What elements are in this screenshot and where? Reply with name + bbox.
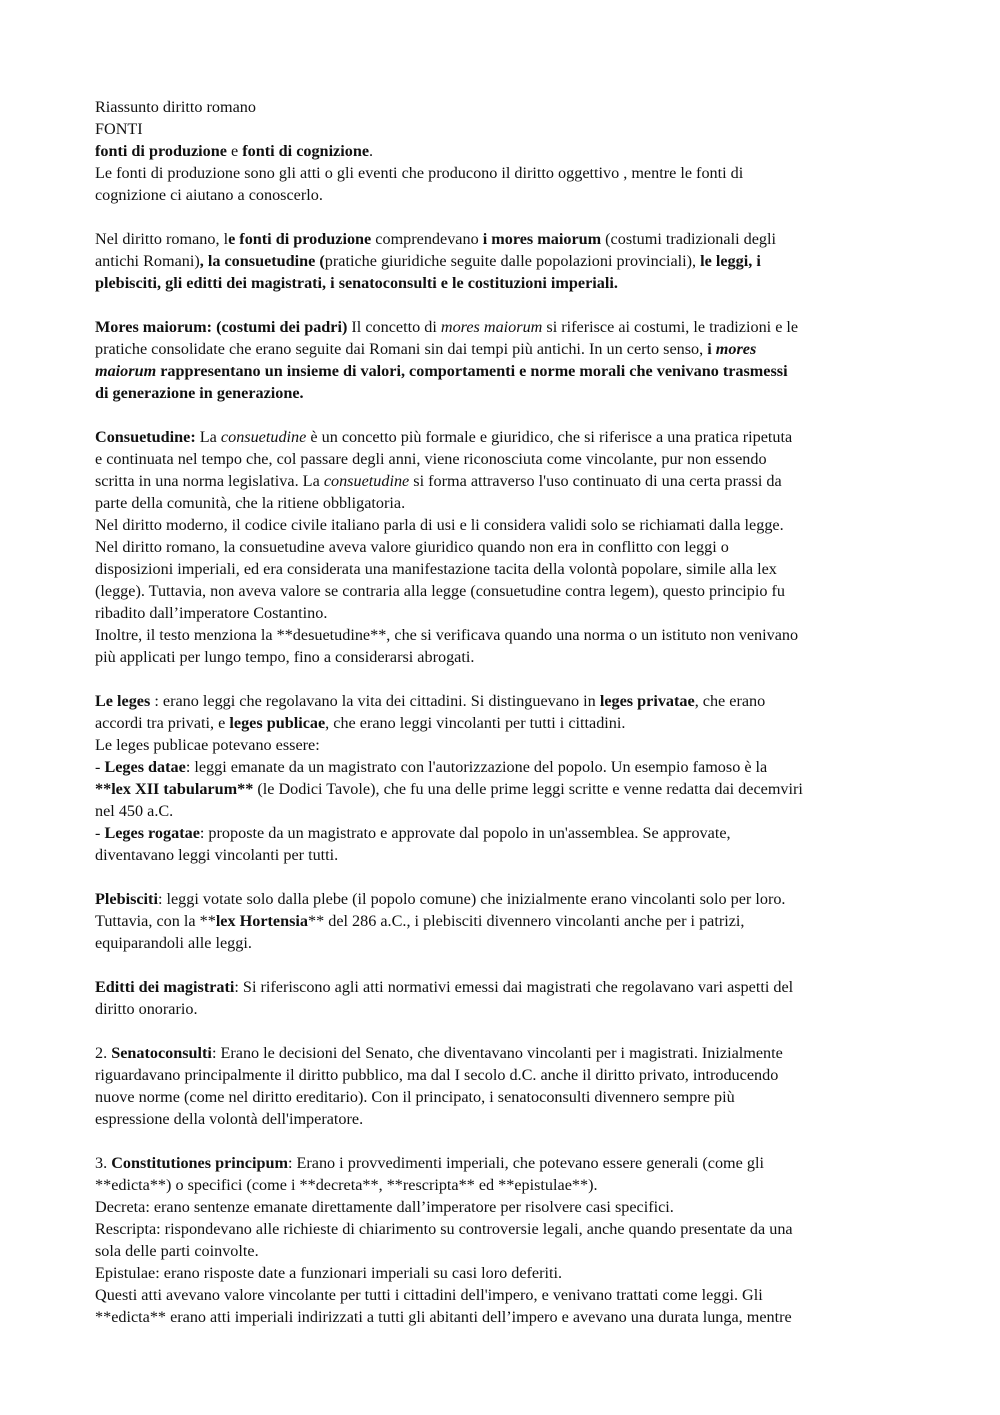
list-item (95, 756, 910, 778)
bold-run: le leggi, i (700, 252, 761, 270)
paragraph-spacer (95, 404, 910, 426)
paragraph-line (95, 1042, 910, 1064)
text-run: è un concetto più formale e giuridico, che si riferisce a una pratica ripetuta (306, 428, 793, 446)
intro-line: cognizione ci aiutano a conoscerlo. (95, 186, 323, 204)
paragraph-line: Inoltre, il testo menziona la **desuetudine**, che si verificava quando una norma o un istituto non venivano (95, 626, 799, 644)
bold-run: **lex XII tabularum** (95, 780, 254, 798)
text-run: La (195, 428, 221, 446)
paragraph-line: parte della comunità, che la ritiene obbligatoria. (95, 494, 406, 512)
italic-run: consuetudine (220, 428, 307, 446)
text-run: : leggi emanate da un magistrato con l'autorizzazione del popolo. Un esempio famoso è la (185, 758, 768, 776)
paragraph-line: nuove norme (come nel diritto ereditario). Con il principato, i senatoconsulti divennero sempre più (95, 1088, 735, 1106)
paragraph-line: nel 450 a.C. (95, 802, 174, 820)
section-term-mores: Mores maiorum: (costumi dei padri) (95, 318, 348, 336)
text-run: comprendevano (371, 230, 483, 248)
text-run: : leggi votate solo dalla plebe (il popolo comune) che inizialmente erano vincolanti solo per loro. (157, 890, 786, 908)
list-item (95, 822, 910, 844)
bold-run: Leges rogatae (104, 824, 200, 842)
paragraph-line (95, 712, 910, 734)
paragraph-spacer (95, 206, 910, 228)
paragraph-line: **edicta**) o specifici (come i **decreta**, **rescripta** ed **epistulae**). (95, 1176, 598, 1194)
subheading-joiner: e (226, 142, 243, 160)
paragraph-spacer (95, 866, 910, 888)
paragraph-line: Le leges publicae potevano essere: (95, 736, 320, 754)
document-body (95, 96, 910, 1328)
section-term-leges: Le leges (95, 692, 151, 710)
text-run: accordi tra privati, e (95, 714, 230, 732)
text-run: ** del 286 a.C., i plebisciti divennero vincolanti anche per i patrizi, (307, 912, 745, 930)
text-run: antichi Romani) (95, 252, 200, 270)
paragraph-line: Rescripta: rispondevano alle richieste di chiarimento su controversie legali, anche quando presentate da una (95, 1220, 793, 1238)
paragraph-line: Nel diritto romano, la consuetudine aveva valore giuridico quando non era in conflitto con leggi o (95, 538, 729, 556)
bold-run: leges publicae (229, 714, 326, 732)
paragraph-line (95, 910, 910, 932)
bold-italic-run (95, 362, 156, 380)
paragraph-line: Questi atti avevano valore vincolante per tutti i cittadini dell'impero, e venivano trattati come leggi. Gli (95, 1286, 763, 1304)
paragraph-spacer (95, 954, 910, 976)
italic-run: mores (715, 340, 757, 358)
bold-run: leges privatae (599, 692, 695, 710)
text-run: (le Dodici Tavole), che fu una delle prime leggi scritte e venne redatta dai decemviri (253, 780, 803, 798)
text-run: si forma attraverso l'uso continuato di una certa prassi da (409, 472, 782, 490)
text-run: : erano leggi che regolavano la vita dei cittadini. Si distinguevano in (150, 692, 600, 710)
intro-line: Le fonti di produzione sono gli atti o gli eventi che producono il diritto oggettivo , mentre le fonti di (95, 164, 744, 182)
paragraph-spacer (95, 1020, 910, 1042)
paragraph-line (95, 272, 910, 294)
section-term-editti: Editti dei magistrati (95, 978, 235, 996)
section-term-consuetudine: Consuetudine: (95, 428, 196, 446)
text-run: scritta in una norma legislativa. La (95, 472, 324, 490)
paragraph-line (95, 888, 910, 910)
paragraph-line: disposizioni imperiali, ed era considerata una manifestazione tacita della volontà popolare, simile alla lex (95, 560, 777, 578)
paragraph-line: diventavano leggi vincolanti per tutti. (95, 846, 339, 864)
section-term-constitutiones: Constitutiones principum (111, 1154, 288, 1172)
text-run: pratiche consolidate che erano seguite dai Romani sin dai tempi più antichi. In un certo senso, (95, 340, 708, 358)
text-run: - (95, 824, 105, 842)
paragraph-line (95, 426, 910, 448)
text-run: Il concetto di (347, 318, 441, 336)
paragraph-line (95, 976, 910, 998)
paragraph-spacer (95, 1130, 910, 1152)
text-run: Nel diritto romano, l (95, 230, 229, 248)
section-heading: FONTI (95, 120, 143, 138)
subheading (95, 140, 910, 162)
text-run: , che erano leggi vincolanti per tutti i cittadini. (325, 714, 626, 732)
section-term-senatoconsulti: Senatoconsulti (111, 1044, 212, 1062)
paragraph-line (95, 690, 910, 712)
text-run: pratiche giuridiche seguite dalle popolazioni provinciali), (324, 252, 701, 270)
bold-run: lex Hortensia (215, 912, 308, 930)
paragraph-line: diritto onorario. (95, 1000, 198, 1018)
bold-run: di generazione in generazione. (95, 384, 304, 402)
paragraph-line (95, 360, 910, 382)
text-run: (costumi tradizionali degli (601, 230, 776, 248)
paragraph-line: Epistulae: erano risposte date a funzionari imperiali su casi loro deferiti. (95, 1264, 563, 1282)
bold-run: plebisciti, gli editti dei magistrati, i senatoconsulti e le costituzioni imperiali. (95, 274, 618, 292)
text-run: : Erano le decisioni del Senato, che diventavano vincolanti per i magistrati. Inizialmente (211, 1044, 783, 1062)
text-run: 2. (95, 1044, 112, 1062)
bold-run: Leges datae (104, 758, 186, 776)
text-run: : Erano i provvedimenti imperiali, che potevano essere generali (come gli (287, 1154, 764, 1172)
paragraph-line: (legge). Tuttavia, non aveva valore se contraria alla legge (consuetudine contra legem), questo principio fu (95, 582, 785, 600)
paragraph-line: riguardavano principalmente il diritto pubblico, ma dal I secolo d.C. anche il diritto privato, introducendo (95, 1066, 779, 1084)
paragraph-line (95, 338, 910, 360)
paragraph-line: Decreta: erano sentenze emanate direttamente dall’imperatore per risolvere casi specifici. (95, 1198, 674, 1216)
text-run: : Si riferiscono agli atti normativi emessi dai magistrati che regolavano vari aspetti del (234, 978, 794, 996)
paragraph-line: più applicati per lungo tempo, fino a considerarsi abrogati. (95, 648, 475, 666)
bold-run: rappresentano un insieme di valori, comportamenti e norme morali che venivano trasmessi (156, 362, 788, 380)
bold-run: , la consuetudine ( (199, 252, 325, 270)
paragraph-line (95, 382, 910, 404)
bold-run: e fonti di produzione (228, 230, 372, 248)
bold-run: i mores maiorum (482, 230, 602, 248)
text-run: 3. (95, 1154, 112, 1172)
paragraph-line: espressione della volontà dell'imperatore. (95, 1110, 364, 1128)
paragraph-line (95, 778, 910, 800)
paragraph-spacer (95, 668, 910, 690)
bold-run: i (707, 340, 716, 358)
subheading-end: . (369, 142, 374, 160)
paragraph-line: Nel diritto moderno, il codice civile italiano parla di usi e li considera validi solo se richiamati dalla legge. (95, 516, 784, 534)
paragraph-line (95, 250, 910, 272)
document-title: Riassunto diritto romano (95, 98, 256, 116)
text-run: si riferisce ai costumi, le tradizioni e le (542, 318, 799, 336)
paragraph-line (95, 1152, 910, 1174)
italic-run: consuetudine (323, 472, 410, 490)
paragraph-line: e continuata nel tempo che, col passare degli anni, viene riconosciuta come vincolante, pur non essendo (95, 450, 767, 468)
italic-run: mores maiorum (440, 318, 543, 336)
paragraph-line: ribadito dall’imperatore Costantino. (95, 604, 328, 622)
text-run: - (95, 758, 105, 776)
bold-italic-run (716, 340, 756, 358)
paragraph-line (95, 228, 910, 250)
text-run: , che erano (694, 692, 766, 710)
paragraph-line (95, 470, 910, 492)
text-run: : proposte da un magistrato e approvate dal popolo in un'assemblea. Se approvate, (199, 824, 731, 842)
paragraph-line: equiparandoli alle leggi. (95, 934, 252, 952)
section-term-plebisciti: Plebisciti (95, 890, 158, 908)
subheading-term-2: fonti di cognizione (242, 142, 370, 160)
text-run: Tuttavia, con la ** (95, 912, 216, 930)
italic-run: maiorum (95, 362, 157, 380)
paragraph-spacer (95, 294, 910, 316)
subheading-term-1: fonti di produzione (95, 142, 227, 160)
paragraph-line (95, 316, 910, 338)
paragraph-line: sola delle parti coinvolte. (95, 1242, 259, 1260)
paragraph-line: **edicta** erano atti imperiali indirizzati a tutti gli abitanti dell’impero e avevano una durata lunga, mentre (95, 1308, 792, 1326)
